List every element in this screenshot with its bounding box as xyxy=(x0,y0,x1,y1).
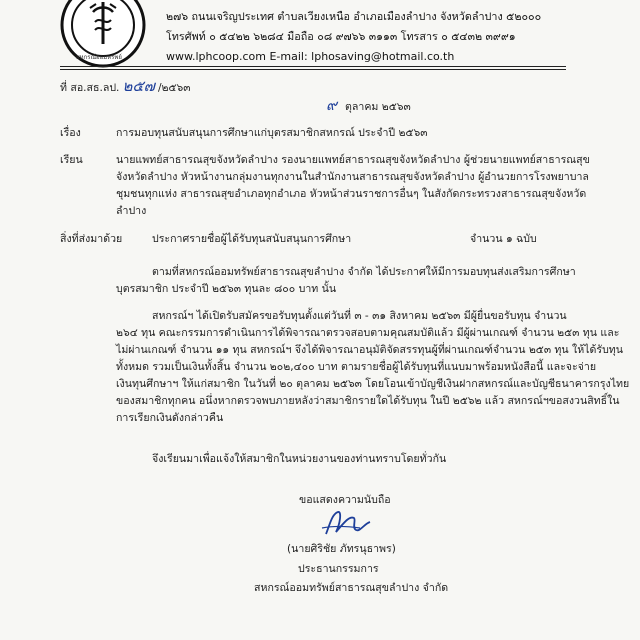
to-label: เรียน xyxy=(60,154,83,166)
document-date xyxy=(326,98,411,114)
to-line: ชุมชนทุกแห่ง สาธารณสุขอำเภอทุกอำเภอ หัวหน้าส่วนราชการอื่นๆ ในสังกัดกระทรวงสาธารณสุขจังหวัด xyxy=(116,188,587,200)
paragraph-2-line: ไม่ผ่านเกณฑ์ จำนวน ๑๑ ทุน สหกรณ์ฯ จึงได้พิจารณาอนุมัติจัดสรรทุนผู้ที่ผ่านเกณฑ์จำนวน ๒๕๓ ทุน ให้ได้รับทุน xyxy=(116,344,624,356)
ref-handwritten: ๒๕๗ xyxy=(122,77,155,95)
to-line: ลำปาง xyxy=(116,205,147,217)
enclosure-count: จำนวน ๑ ฉบับ xyxy=(470,233,537,245)
date-month-year: ตุลาคม ๒๕๖๓ xyxy=(345,101,411,113)
ref-suffix: /๒๕๖๓ xyxy=(157,82,191,94)
paragraph-2-line: ๒๖๔ ทุน คณะกรรมการดำเนินการได้พิจารณาตรวจสอบตามคุณสมบัติแล้ว มีผู้ผ่านเกณฑ์ จำนวน ๒๕๓ ทุน และ xyxy=(116,327,620,339)
header-divider-2 xyxy=(60,69,566,70)
signer-title: ประธานกรรมการ xyxy=(298,563,379,575)
ref-prefix: ที่ สอ.สธ.ลป. xyxy=(60,82,120,94)
subject-text: การมอบทุนสนับสนุนการศึกษาแก่บุตรสมาชิกสหกรณ์ ประจำปี ๒๕๖๓ xyxy=(116,127,428,139)
paragraph-1-line: บุตรสมาชิก ประจำปี ๒๕๖๓ ทุนละ ๘๐๐ บาท นั้น xyxy=(116,283,337,295)
paragraph-2-line: ทั้งหมด รวมเป็นเงินทั้งสิ้น จำนวน ๒๐๒,๔๐๐ บาท ตามรายชื่อผู้ได้รับทุนที่แนบมาพร้อมหนังสือนี้ และจะจ่าย xyxy=(116,361,597,373)
handwritten-signature xyxy=(316,506,376,540)
paragraph-3: จึงเรียนมาเพื่อแจ้งให้สมาชิกในหน่วยงานของท่านทราบโดยทั่วกัน xyxy=(152,453,447,465)
paragraph-2-line: การเรียกเงินดังกล่าวคืน xyxy=(116,412,224,424)
enclosure-text: ประกาศรายชื่อผู้ได้รับทุนสนับสนุนการศึกษา xyxy=(152,233,352,245)
logo-ring-text: สหกรณ์ออมทรัพย์ xyxy=(76,54,122,61)
to-line: จังหวัดลำปาง หัวหน้างานกลุ่มงานทุกงานในสำนักงานสาธารณสุขจังหวัดลำปาง ผู้อำนวยการโรงพยาบาล xyxy=(116,171,589,183)
paragraph-1-line: ตามที่สหกรณ์ออมทรัพย์สาธารณสุขลำปาง จำกัด ได้ประกาศให้มีการมอบทุนส่งเสริมการศึกษา xyxy=(152,266,576,278)
paragraph-2-line: เงินทุนศึกษาฯ ให้แก่สมาชิก ในวันที่ ๒๐ ตุลาคม ๒๕๖๓ โดยโอนเข้าบัญชีเงินฝากสหกรณ์และบัญชีธนาคารกรุงไทย xyxy=(116,378,630,390)
paragraph-2-line: สหกรณ์ฯ ได้เปิดรับสมัครขอรับทุนตั้งแต่วันที่ ๓ - ๓๑ สิงหาคม ๒๕๖๓ มีผู้ยื่นขอรับทุน จำนวน xyxy=(152,310,567,322)
paragraph-2-line: ของสมาชิกทุกคน อนึ่งหากตรวจพบภายหลังว่าสมาชิกรายใดได้รับทุน ในปี ๒๕๖๒ แล้ว สหกรณ์ฯขอสงวนสิทธิ์ใน xyxy=(116,395,620,407)
web-email-line: www.lphcoop.com E-mail: lphosaving@hotmail.co.th xyxy=(166,50,455,63)
closing-text: ขอแสดงความนับถือ xyxy=(299,494,391,506)
to-line: นายแพทย์สาธารณสุขจังหวัดลำปาง รองนายแพทย์สาธารณสุขจังหวัดลำปาง ผู้ช่วยนายแพทย์สาธารณสุข xyxy=(116,154,590,166)
signer-name: (นายศิริชัย ภัทรนุธาพร) xyxy=(287,543,396,555)
header-divider xyxy=(60,66,566,67)
phone-line: โทรศัพท์ ๐ ๕๔๒๒ ๖๒๘๔ มือถือ ๐๘ ๙๗๖๖ ๓๑๑๓ โทรสาร ๐ ๕๔๓๒ ๓๙๙๑ xyxy=(166,30,516,43)
signer-organization: สหกรณ์ออมทรัพย์สาธารณสุขลำปาง จำกัด xyxy=(254,582,449,594)
subject-label: เรื่อง xyxy=(60,127,81,139)
date-handwritten: ๙ xyxy=(326,96,337,114)
enclosure-label: สิ่งที่ส่งมาด้วย xyxy=(60,233,123,245)
address-line: ๒๗๖ ถนนเจริญประเทศ ตำบลเวียงเหนือ อำเภอเมืองลำปาง จังหวัดลำปาง ๕๒๐๐๐ xyxy=(166,10,542,23)
reference-number xyxy=(60,79,191,95)
